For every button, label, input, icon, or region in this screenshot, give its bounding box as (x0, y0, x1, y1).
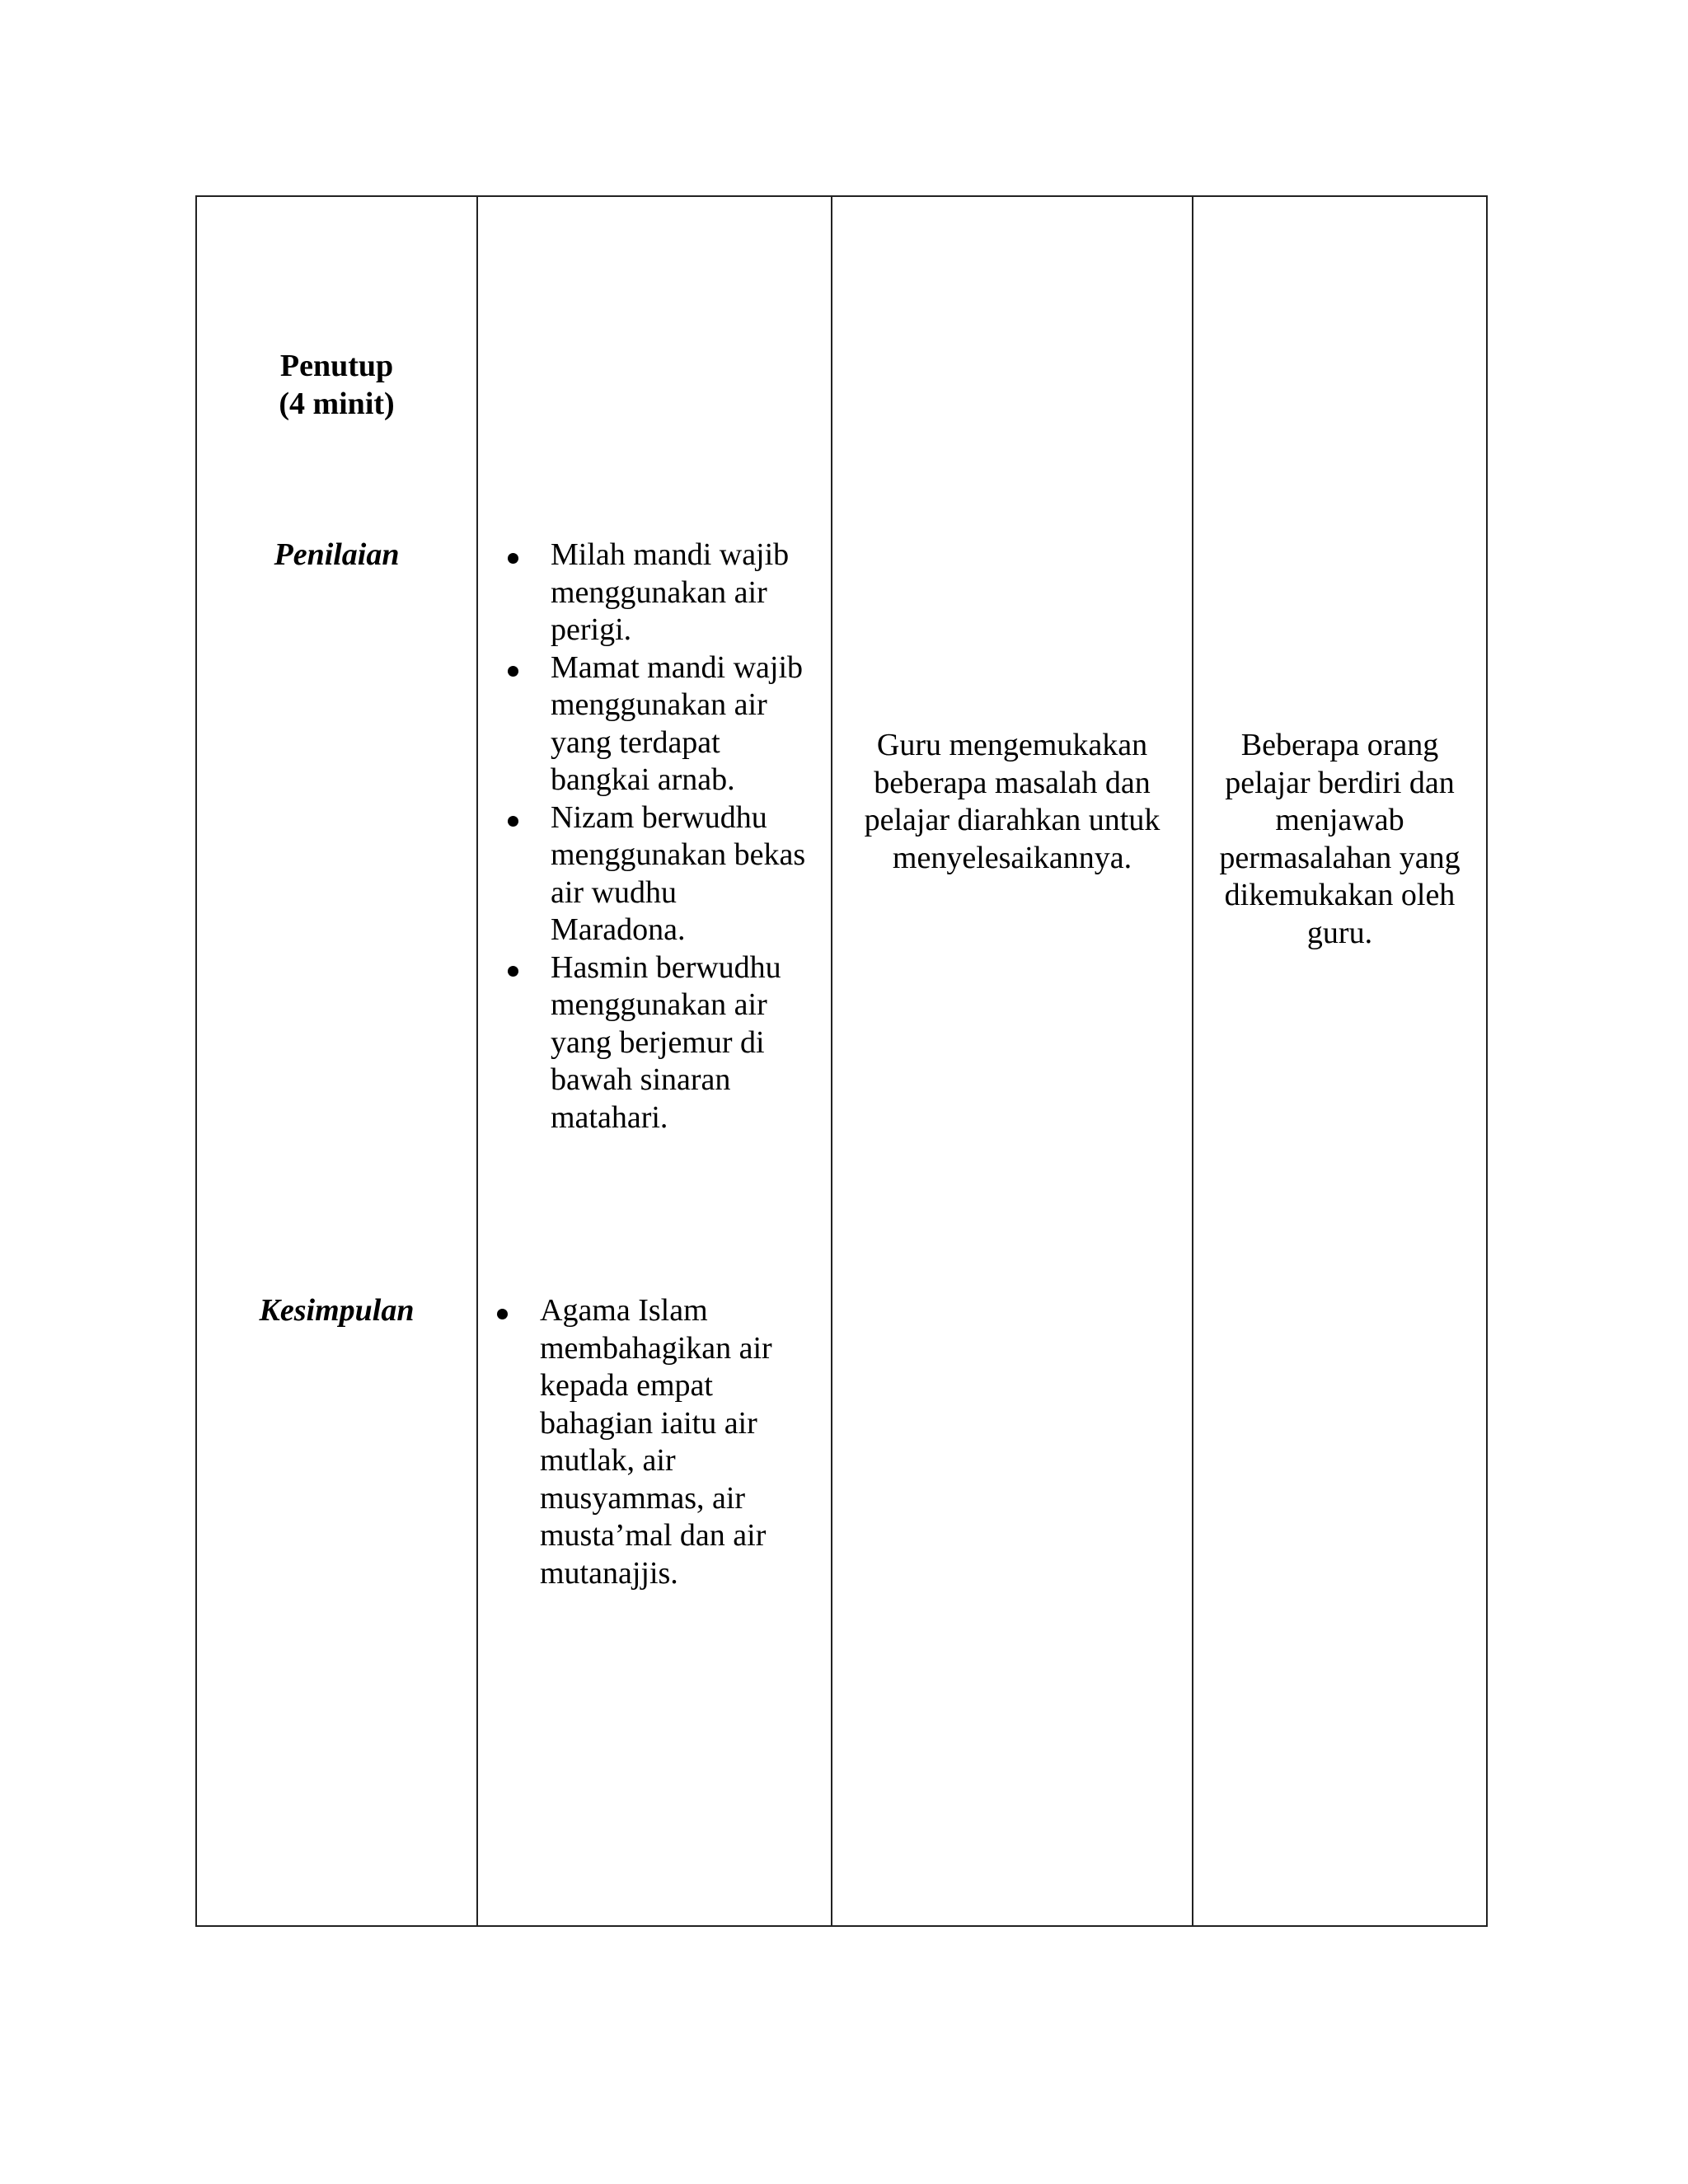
student-activity-line: menjawab (1275, 803, 1404, 837)
section-heading-title: Penutup (279, 349, 394, 383)
section-heading-duration: (4 minit) (279, 386, 395, 421)
list-item-line: yang berjemur di (551, 1024, 765, 1060)
penilaian-list (551, 537, 827, 1137)
list-item-line: membahagikan air (540, 1330, 772, 1366)
list-item-line: perigi. (551, 612, 632, 647)
list-item (551, 537, 827, 649)
section-heading (197, 348, 476, 423)
list-item-line: musta’mal dan air (540, 1518, 767, 1553)
list-item-line: menggunakan air (551, 687, 767, 722)
list-item-line: bahagian iaitu air (540, 1405, 757, 1441)
list-item-line: mutanajjis. (540, 1555, 678, 1591)
teacher-activity-line: beberapa masalah dan (874, 765, 1151, 800)
student-activity-line: guru. (1306, 915, 1373, 950)
student-activity-line: permasalahan yang (1219, 840, 1461, 875)
kesimpulan-list (540, 1292, 824, 1592)
list-item-line: menggunakan air (551, 574, 767, 610)
list-item-line: menggunakan bekas (551, 837, 806, 872)
list-item-line: Hasmin berwudhu (551, 949, 781, 985)
student-activity (1193, 727, 1486, 952)
list-item-line: yang terdapat (551, 724, 720, 760)
list-item-line: menggunakan air (551, 987, 767, 1022)
list-item-line: kepada empat (540, 1368, 713, 1403)
student-activity-line: dikemukakan oleh (1224, 878, 1456, 912)
lesson-plan-table (195, 195, 1488, 1927)
column-divider-3 (1192, 195, 1193, 1927)
teacher-activity-line: pelajar diarahkan untuk (864, 803, 1160, 837)
bullet-icon (508, 666, 518, 677)
list-item-line: mutlak, air (540, 1443, 676, 1478)
list-item-line: bawah sinaran (551, 1062, 731, 1097)
teacher-activity-line: menyelesaikannya. (892, 840, 1132, 875)
column-divider-2 (831, 195, 832, 1927)
column-divider-1 (476, 195, 478, 1927)
bullet-icon (508, 816, 518, 827)
list-item-line: bangkai arnab. (551, 762, 735, 797)
list-item-line: matahari. (551, 1099, 668, 1135)
list-item-line: Milah mandi wajib (551, 537, 790, 572)
penilaian-label: Penilaian (274, 537, 400, 572)
list-item-line: Maradona. (551, 912, 686, 947)
list-item-line: Nizam berwudhu (551, 799, 767, 835)
bullet-icon (508, 553, 518, 564)
teacher-activity (832, 727, 1192, 877)
student-activity-line: pelajar berdiri dan (1225, 765, 1455, 800)
list-item (551, 799, 827, 949)
list-item (551, 949, 827, 1137)
bullet-icon (497, 1309, 508, 1319)
teacher-activity-line: Guru mengemukakan (876, 728, 1148, 762)
list-item-line: musyammas, air (540, 1480, 746, 1516)
list-item-line: Mamat mandi wajib (551, 649, 804, 685)
list-item (551, 649, 827, 799)
list-item-line: Agama Islam (540, 1293, 708, 1328)
list-item (540, 1292, 824, 1592)
student-activity-line: Beberapa orang (1240, 728, 1439, 762)
list-item-line: air wudhu (551, 874, 678, 910)
bullet-icon (508, 966, 518, 977)
kesimpulan-label: Kesimpulan (259, 1293, 415, 1328)
